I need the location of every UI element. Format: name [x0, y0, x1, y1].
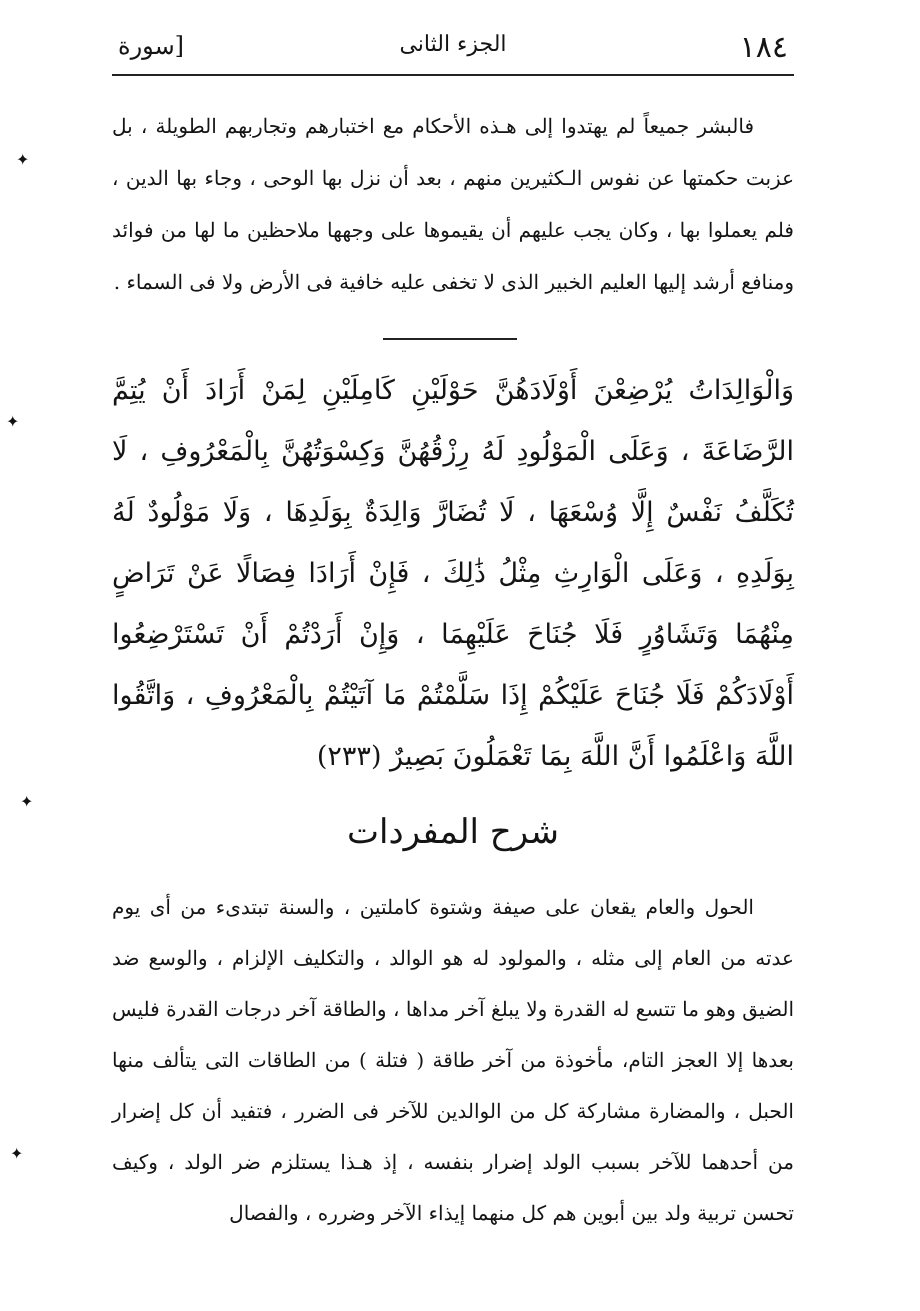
page-header — [112, 28, 794, 74]
quran-verse — [112, 360, 794, 787]
glossary-paragraph — [112, 882, 794, 1239]
verse-text: وَالْوَالِدَاتُ يُرْضِعْنَ أَوْلَادَهُنَّ حَوْلَيْنِ كَامِلَيْنِ لِمَنْ أَرَادَ أَنْ يُتِمَّ الرَّضَاعَةَ ، وَعَلَى الْمَوْلُودِ لَهُ رِزْقُهُنَّ وَكِسْوَتُهُنَّ بِالْمَعْرُوفِ ، لَا تُكَلَّفُ نَفْسٌ إِلَّا وُسْعَهَا ، لَا تُضَارَّ وَالِدَةٌ بِوَلَدِهَا ، وَلَا مَوْلُودٌ لَهُ بِوَلَدِهِ ، وَعَلَى الْوَارِثِ مِثْلُ ذَٰلِكَ ، فَإِنْ أَرَادَا فِصَالًا عَنْ تَرَاضٍ مِنْهُمَا وَتَشَاوُرٍ فَلَا جُنَاحَ عَلَيْهِمَا ، وَإِنْ أَرَدْتُمْ أَنْ تَسْتَرْضِعُوا أَوْلَادَكُمْ فَلَا جُنَاحَ عَلَيْكُمْ إِذَا سَلَّمْتُمْ مَا آتَيْتُمْ بِالْمَعْرُوفِ ، وَاتَّقُوا اللَّهَ وَاعْلَمُوا أَنَّ اللَّهَ بِمَا تَعْمَلُونَ بَصِيرٌ (٢٣٣) — [112, 375, 794, 772]
margin-mark: ✦ — [10, 1144, 24, 1163]
section-title: شرح المفردات — [346, 812, 560, 852]
page-number: ١٨٤ — [739, 30, 788, 65]
margin-mark: ✦ — [6, 412, 20, 431]
header-rule — [112, 74, 794, 76]
margin-mark: ✦ — [16, 150, 30, 169]
commentary-paragraph — [112, 100, 794, 308]
surah-label: [سورة — [118, 32, 185, 60]
margin-mark: ✦ — [20, 792, 34, 811]
commentary-text: فالبشر جميعاً لم يهتدوا إلى هـذه الأحكام مع اختبارهم وتجاربهم الطويلة ، بل عزبت حكمتها عن نفوس الـكثيرين منهم ، بعد أن نزل بها الوحى ، وجاء بها الدين ، فلم يعملوا بها ، وكان يجب عليهم أن يقيموها على وجهها ملاحظين ما لها من فوائد ومنافع أرشد إليها العليم الخبير الذى لا تخفى عليه خافية فى الأرض ولا فى السماء . — [112, 114, 794, 294]
section-divider — [383, 338, 517, 340]
glossary-text: الحول والعام يقعان على صيفة وشتوة كاملتين ، والسنة تبتدىء من أى يوم عدته من العام إلى مثله ، والمولود له هو الوالد ، والتكليف الإلزام ، والوسع ضد الضيق وهو ما تتسع له القدرة ولا يبلغ آخر مداها ، والطاقة آخر درجات القدرة فليس بعدها إلا العجز التام، مأخوذة من آخر طاقة ( فتلة ) من الطاقات التى يتألف منها الحبل ، والمضارة مشاركة كل من الوالدين للآخر فى الضرر ، فتفيد أن كل إضرار من أحدهما للآخر بسبب الولد إضرار بنفسه ، إذ هـذا يستلزم ضر الولد ، وكيف تحسن تربية ولد بين أبوين هم كل منهما إيذاء الآخر وضرره ، والفصال — [112, 895, 794, 1225]
running-title: الجزء الثانى — [399, 32, 507, 57]
